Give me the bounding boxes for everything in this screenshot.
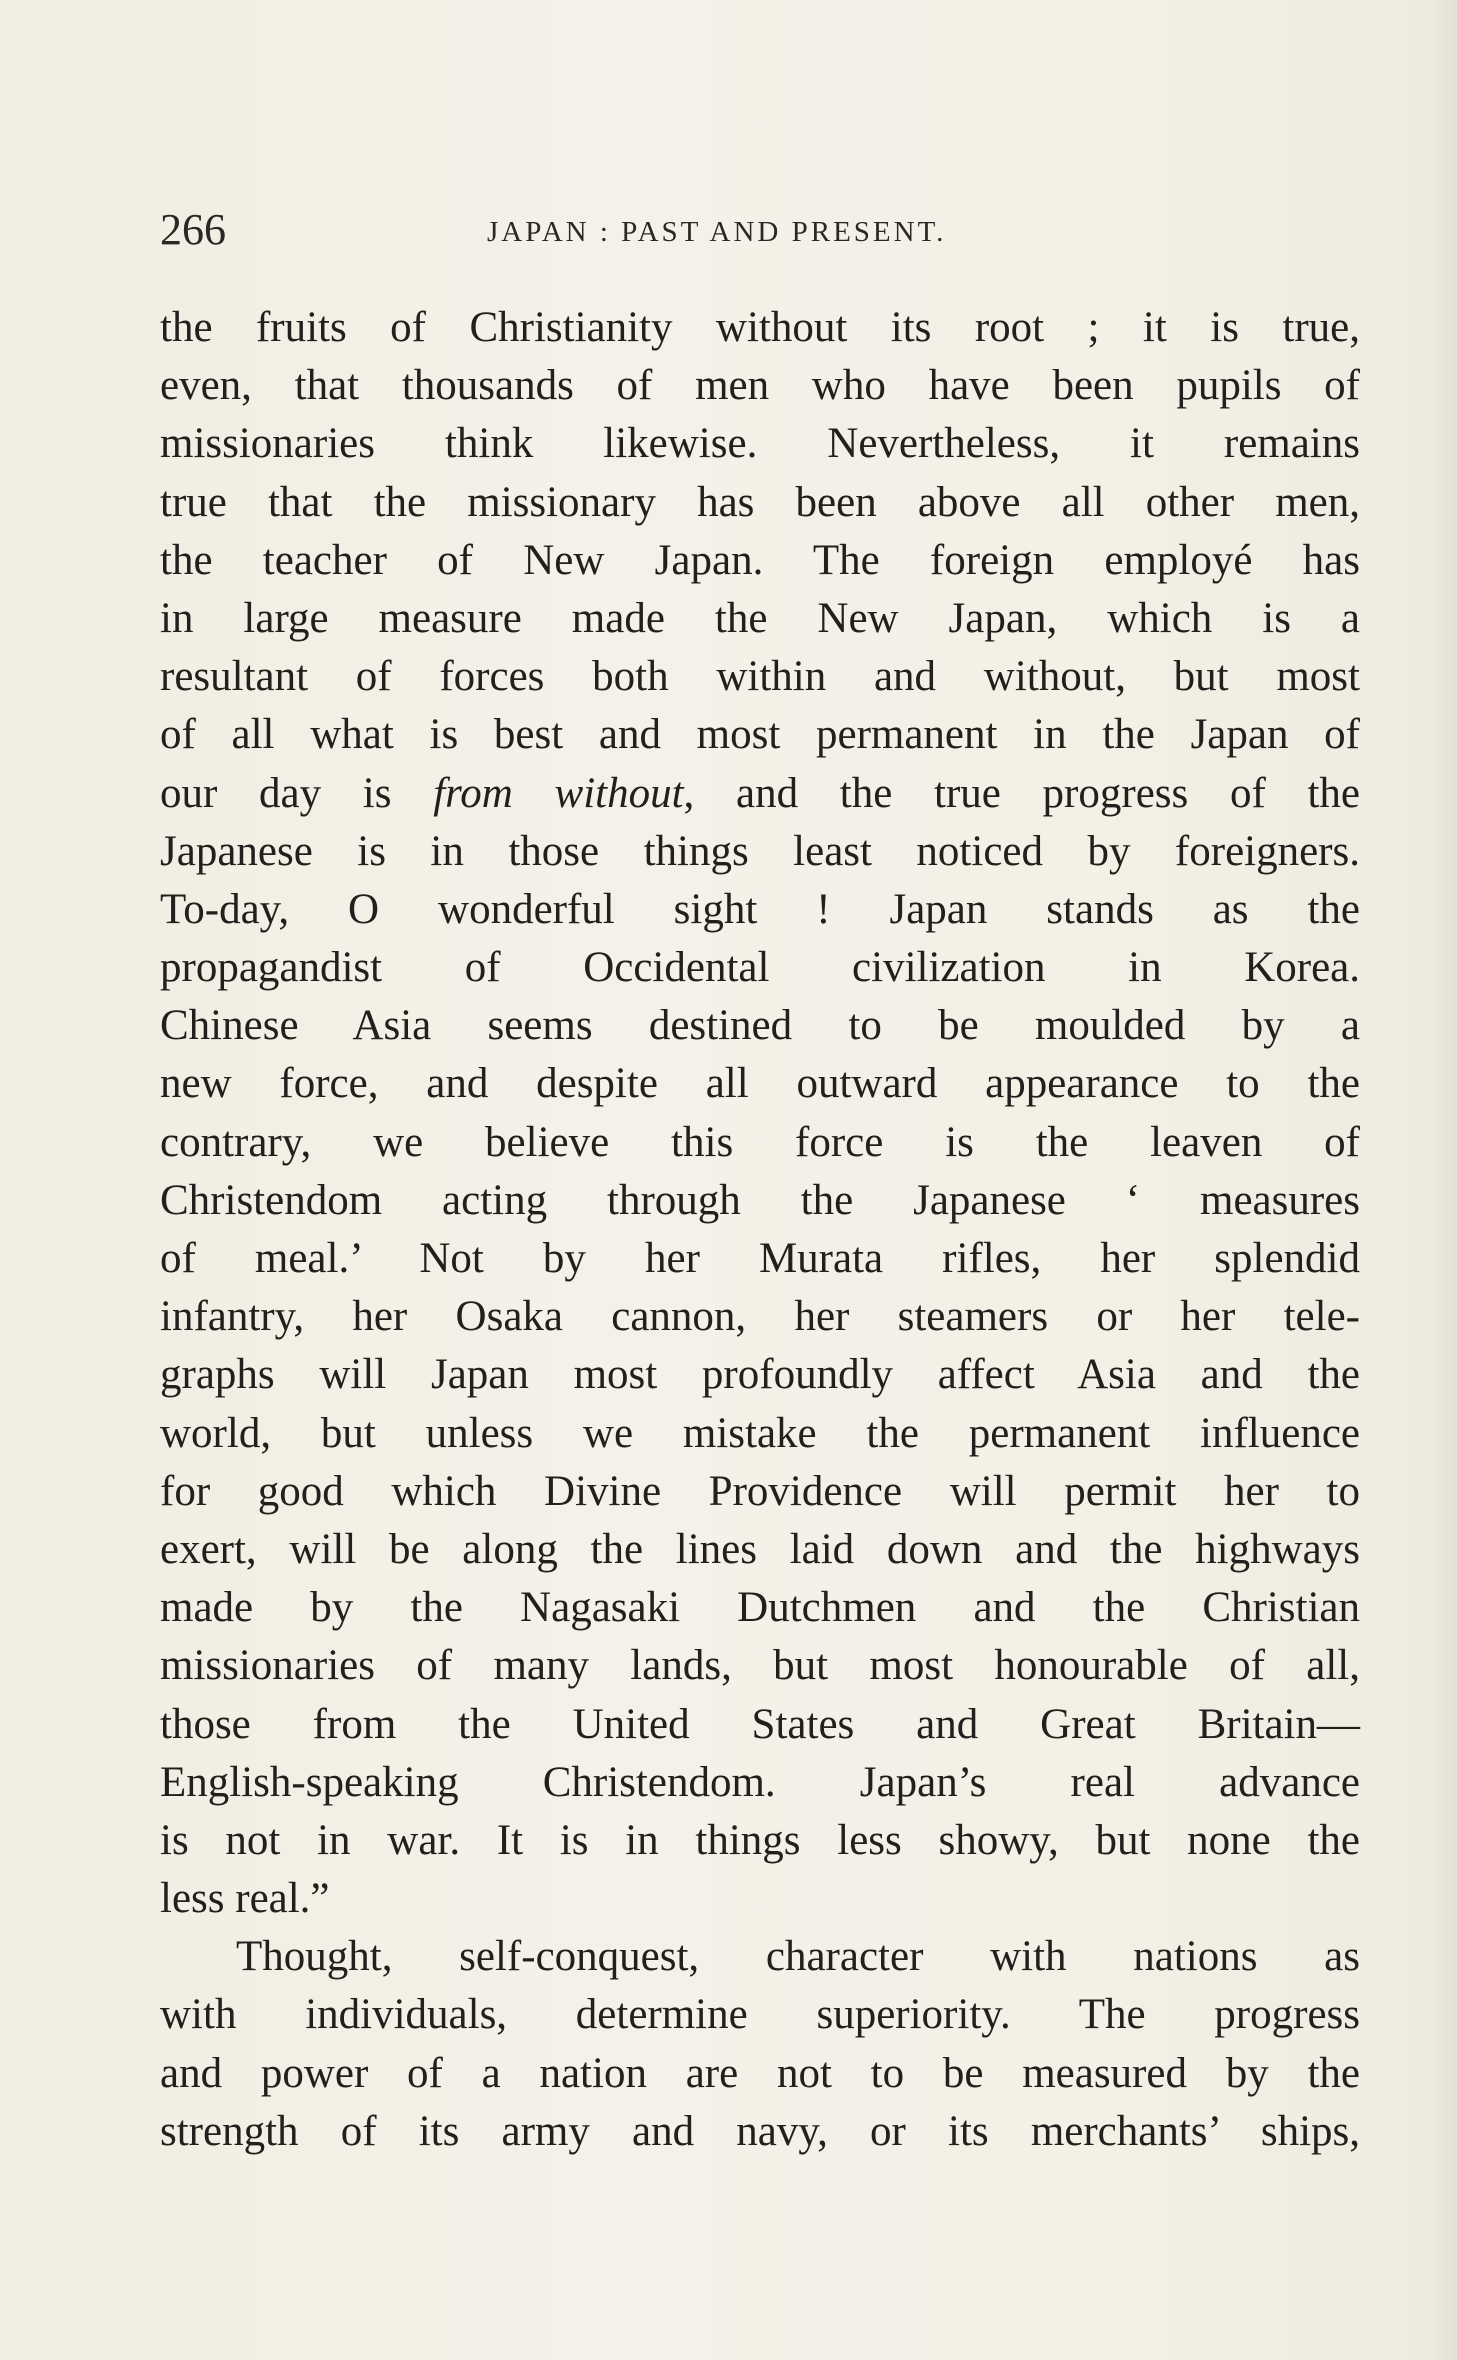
text-line: resultant of forces both within and without, but most [160, 653, 1360, 701]
text-segment: our day is [160, 769, 392, 817]
text-line: missionaries of many lands, but most honourable of all, [160, 1642, 1360, 1690]
text-line: contrary, we believe this force is the leaven of [160, 1118, 1360, 1166]
text-line: in large measure made the New Japan, which is a [160, 594, 1360, 642]
page-edge-shadow [1427, 0, 1457, 2360]
text-line: infantry, her Osaka cannon, her steamers or her tele- [160, 1293, 1360, 1341]
text-line: propagandist of Occidental civilization in Korea. [160, 944, 1360, 992]
text-line: true that the missionary has been above all other men, [160, 478, 1360, 526]
text-line: of meal.’ Not by her Murata rifles, her splendid [160, 1235, 1360, 1282]
paragraph-2 [160, 1928, 1360, 2161]
text-line: less real.” [160, 1875, 330, 1923]
text-line: To-day, O wonderful sight ! Japan stands as the [160, 885, 1360, 933]
text-segment: , and the true progress of the [683, 769, 1360, 817]
running-head [160, 200, 1360, 260]
text-line: strength of its army and navy, or its merchants’ ships, [160, 2107, 1360, 2155]
text-line: for good which Divine Providence will permit her to [160, 1467, 1360, 1515]
text-line: and power of a nation are not to be measured by the [160, 2049, 1360, 2097]
text-line: exert, will be along the lines laid down and the highways [160, 1525, 1360, 1573]
text-line: new force, and despite all outward appearance to the [160, 1060, 1360, 1108]
page-number: 266 [160, 205, 226, 254]
text-line: the teacher of New Japan. The foreign employé has [160, 536, 1360, 584]
body-text [160, 299, 1360, 2161]
text-line: of all what is best and most permanent in the Japan of [160, 711, 1360, 759]
text-line: made by the Nagasaki Dutchmen and the Christian [160, 1584, 1360, 1632]
text-line: English-speaking Christendom. Japan’s real advance [160, 1758, 1360, 1806]
paragraph-1 [160, 299, 1360, 1928]
text-line: Chinese Asia seems destined to be moulded by a [160, 1002, 1360, 1050]
text-line: even, that thousands of men who have been pupils of [160, 362, 1360, 410]
italic-phrase: from without [433, 769, 684, 817]
text-line: Thought, self-conquest, character with nations as [236, 1933, 1360, 1981]
text-line: the fruits of Christianity without its root ; it is true, [160, 304, 1360, 351]
text-line: missionaries think likewise. Nevertheless, it remains [160, 420, 1360, 468]
text-line: Japanese is in those things least noticed by foreigners. [160, 827, 1360, 875]
text-line: those from the United States and Great Britain— [160, 1700, 1360, 1748]
text-line-with-italic [160, 765, 1360, 823]
text-line: Christendom acting through the Japanese ‘ measures [160, 1176, 1360, 1224]
text-line: world, but unless we mistake the permanent influence [160, 1409, 1360, 1457]
text-line: is not in war. It is in things less showy, but none the [160, 1816, 1360, 1864]
text-line: graphs will Japan most profoundly affect Asia and the [160, 1351, 1360, 1399]
running-title: JAPAN : PAST AND PRESENT. [487, 216, 947, 248]
text-line: with individuals, determine superiority. The progress [160, 1991, 1360, 2039]
